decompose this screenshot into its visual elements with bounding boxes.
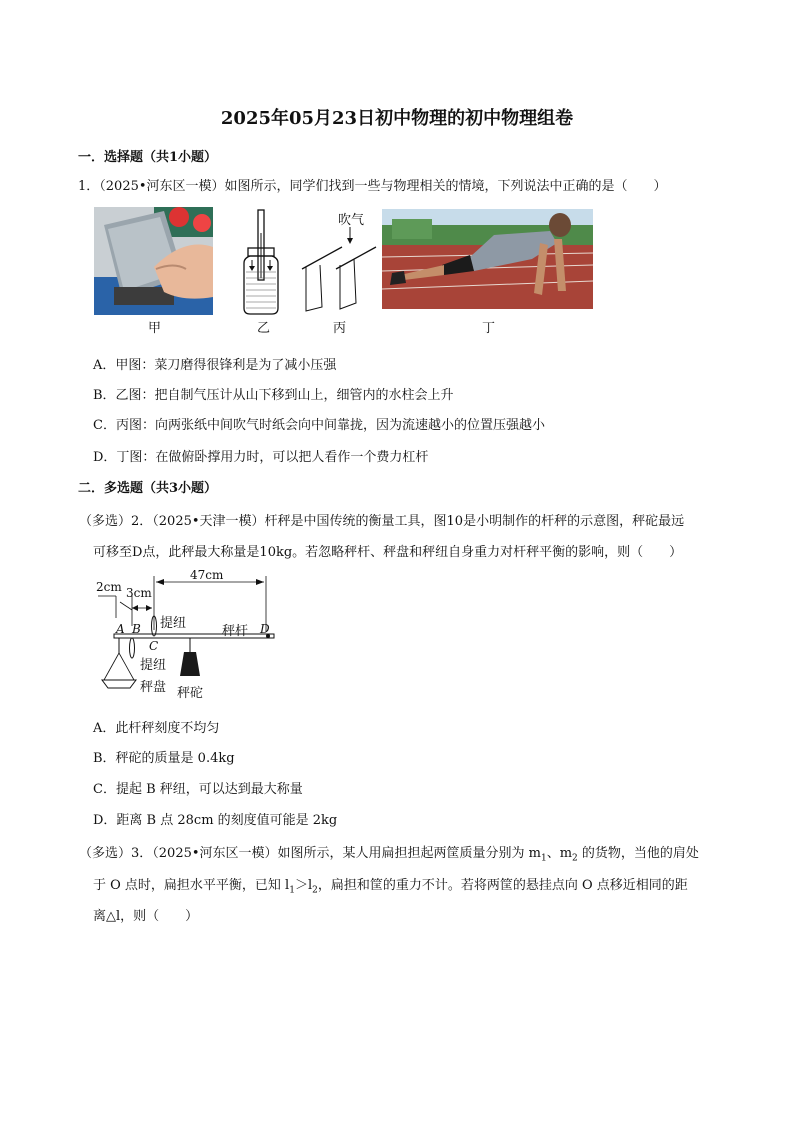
figure-label-yi: 乙 — [257, 321, 271, 336]
point-d-label: D — [260, 622, 270, 636]
steelyard-diagram — [94, 568, 284, 703]
point-a-label: A — [116, 622, 125, 636]
question-1-stem: 1．（2025•河东区一模）如图所示，同学们找到一些与物理相关的情境，下列说法中正确的是（ ） — [78, 179, 667, 194]
figure-ding-pushup-photo — [382, 209, 593, 309]
dimension-2cm-label: 2cm — [96, 580, 122, 594]
dimension-47cm-label: 47cm — [190, 568, 224, 582]
tizhu-bottom-label: 提纽 — [140, 658, 167, 673]
question-2-option-d: D．距离 B 点 28cm 的刻度值可能是 2kg — [93, 813, 338, 828]
figure-label-ding: 丁 — [482, 321, 496, 336]
question-3-stem-line-1: （多选）3．（2025•河东区一模）如图所示，某人用扁担担起两筐质量分别为 $m_1$、$m_2$ 的货物，当他的肩处 — [79, 846, 699, 864]
question-3-stem-line-3: 离△l，则（ ） — [93, 909, 199, 924]
question-2-option-b: B．秤砣的质量是 0.4kg — [93, 751, 235, 766]
question-2-option-c: C．提起 B 秤纽，可以达到最大称量 — [93, 782, 303, 797]
chengtuo-label: 秤砣 — [177, 686, 204, 701]
question-1-option-d: D．丁图：在做俯卧撑用力时，可以把人看作一个费力杠杆 — [93, 450, 429, 465]
question-1-option-b: B．乙图：把自制气压计从山下移到山上，细管内的水柱会上升 — [93, 388, 454, 403]
question-1-option-c: C．丙图：向两张纸中间吹气时纸会向中间靠拢，因为流速越小的位置压强越小 — [93, 418, 545, 433]
question-1-option-a: A．甲图：菜刀磨得很锋利是为了减小压强 — [93, 358, 337, 373]
dimension-3cm-label: 3cm — [126, 586, 152, 600]
point-b-label: B — [132, 622, 141, 636]
question-2-stem-line-2: 可移至D点，此秤最大称量是10kg。若忽略秤杆、秤盘和秤纽自身重力对杆秤平衡的影响，则（ ） — [93, 545, 683, 560]
section-heading-multiple-choice: 二．多选题（共3小题） — [78, 481, 218, 496]
figure-label-bing: 丙 — [333, 321, 347, 336]
page-title: 2025年05月23日初中物理的初中物理组卷 — [220, 108, 574, 129]
chenggan-label: 秤杆 — [222, 624, 249, 639]
chengpan-label: 秤盘 — [140, 680, 167, 695]
figure-jia-knife-photo — [94, 207, 213, 315]
point-c-label: C — [149, 639, 159, 653]
figure-yi-barometer-drawing — [234, 208, 294, 322]
figure-label-jia: 甲 — [148, 321, 162, 336]
figure-bing-papers-drawing — [300, 225, 380, 319]
blow-label: 吹气 — [338, 213, 365, 228]
question-2-option-a: A．此杆秤刻度不均匀 — [93, 721, 220, 736]
section-heading-single-choice: 一．选择题（共1小题） — [78, 150, 218, 165]
question-2-stem-line-1: （多选）2．（2025•天津一模）杆秤是中国传统的衡量工具，图10是小明制作的杆秤的示意图，秤砣最远 — [79, 514, 685, 529]
question-3-stem-line-2: 于 O 点时，扁担水平平衡，已知 $l_1>l_2$，扁担和筐的重力不计。若将两筐的悬挂点向 O 点移近相同的距 — [93, 878, 688, 896]
tizhu-top-label: 提纽 — [160, 616, 187, 631]
